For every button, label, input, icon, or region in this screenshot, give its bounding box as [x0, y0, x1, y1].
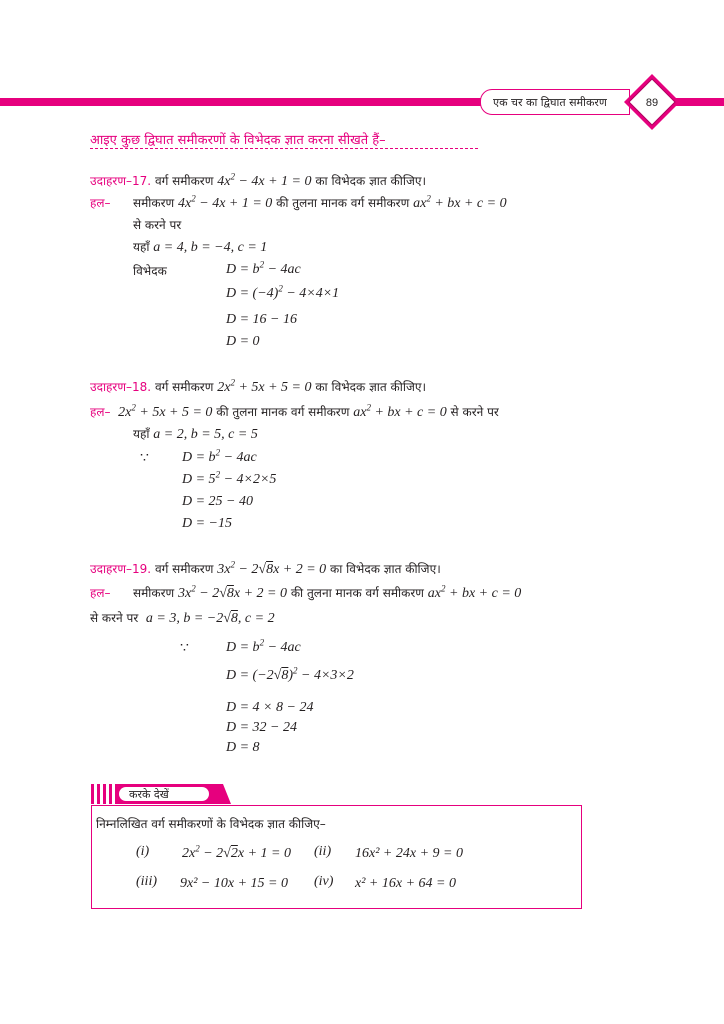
example-17-q-post: का विभेदक ज्ञात कीजिए।: [315, 174, 427, 188]
example-18-label: उदाहरण–18.: [90, 380, 152, 394]
try-it-instruction: निम्नलिखित वर्ग समीकरणों के विभेदक ज्ञात कीजिए–: [96, 817, 326, 831]
example-18-s1-mid: की तुलना मानक वर्ग समीकरण: [216, 405, 350, 419]
example-18-equation: $2x^2 + 5x + 5 = 0$: [217, 377, 312, 395]
example-17-discriminant-label: विभेदक: [133, 264, 167, 278]
example-18-coefficients: a = 2, b = 5, c = 5: [153, 427, 258, 442]
try-item-2-num: (ii): [314, 844, 332, 859]
try-item-1-num: (i): [136, 844, 150, 859]
example-17-s3-pre: यहाँ: [133, 240, 150, 254]
section-heading-underline: [90, 148, 478, 149]
example-18-step3: D = 25 − 40: [182, 494, 254, 509]
example-17-solution-label: हल–: [90, 196, 111, 210]
example-18-question: [90, 378, 426, 396]
section-heading: आइए कुछ द्विघात समीकरणों के विभेदक ज्ञात करना सीखते हैं–: [90, 133, 386, 148]
try-item-3-num: (iii): [136, 874, 157, 889]
example-18-solution-label: हल–: [90, 405, 111, 419]
standard-quadratic-form: $ax^2$ + bx + c = 0: [427, 583, 522, 601]
example-17-s1-mid: की तुलना मानक वर्ग समीकरण: [276, 196, 410, 210]
example-19-solution-label: हल–: [90, 586, 111, 600]
try-item-3-eq: 9x² − 10x + 15 = 0: [180, 876, 288, 891]
try-it-box: [91, 805, 582, 909]
try-item-4-eq: x² + 16x + 64 = 0: [355, 876, 456, 891]
example-19-solution-line1: [133, 584, 521, 602]
example-17-question: [90, 172, 426, 190]
example-19-step4: D = 32 − 24: [226, 720, 298, 735]
example-18-solution-line2: [133, 425, 258, 443]
example-17-coefficients: a = 4, b = −4, c = 1: [153, 240, 268, 255]
example-17-q-pre: वर्ग समीकरण: [154, 174, 214, 188]
try-item-4-num: (iv): [314, 874, 334, 889]
example-19-solution-line2: [90, 609, 275, 627]
example-19-q-post: का विभेदक ज्ञात कीजिए।: [330, 562, 441, 576]
example-18-q-post: का विभेदक ज्ञात कीजिए।: [315, 380, 427, 394]
example-19-s1-mid: की तुलना मानक वर्ग समीकरण: [290, 586, 424, 600]
example-19-s2-pre: से करने पर: [90, 611, 139, 625]
example-19-since-symbol: ∵: [180, 641, 189, 656]
try-it-tab: [91, 782, 231, 806]
chapter-title: एक चर का द्विघात समीकरण: [493, 96, 607, 109]
example-18-q-pre: वर्ग समीकरण: [154, 380, 214, 394]
example-19-equation: $3x^2 - 2√8x + 2 = 0$: [217, 559, 327, 577]
try-item-1-eq: $2x^2 - 2√2x + 1 = 0$: [182, 843, 291, 861]
standard-quadratic-form: $ax^2$ + bx + c = 0: [413, 193, 507, 211]
example-18-step4: D = −15: [182, 516, 233, 531]
example-18-s1-eq: $2x^2 + 5x + 5 = 0$: [118, 402, 213, 420]
example-19-step3: D = 4 × 8 − 24: [226, 700, 314, 715]
example-19-coefficients: a = 3, b = −2√8, c = 2: [145, 611, 275, 626]
example-17-label: उदाहरण–17.: [90, 174, 152, 188]
example-17-solution-line2: से करने पर: [133, 218, 182, 232]
standard-quadratic-form: $ax^2$ + bx + c = 0: [353, 402, 447, 420]
page-number-diamond: [622, 72, 682, 132]
chapter-title-tab: [480, 89, 630, 115]
example-17-equation: $4x^2 - 4x + 1 = 0$: [217, 171, 312, 189]
example-19-step1: $D = b^2 - 4ac$: [226, 637, 301, 655]
example-19-question: [90, 560, 441, 578]
example-17-step2: $D = (-4)^2 - 4\times 4\times 1$: [226, 283, 340, 301]
try-item-2-eq: 16x² + 24x + 9 = 0: [355, 846, 463, 861]
example-18-solution-line1: [90, 403, 499, 421]
example-17-solution-line3: [133, 238, 267, 256]
example-19-s1-eq: $3x^2 - 2√8x + 2 = 0$: [178, 583, 287, 601]
example-18-s2-pre: यहाँ: [133, 427, 150, 441]
example-18-s1-post: से करने पर: [450, 405, 499, 419]
try-it-tab-label: करके देखें: [129, 788, 169, 801]
example-19-s1-pre: समीकरण: [133, 586, 175, 600]
example-18-step1: $D = b^2 - 4ac$: [182, 447, 257, 465]
example-17-step4: D = 0: [226, 334, 260, 349]
example-17-step3: D = 16 − 16: [226, 312, 298, 327]
example-19-q-pre: वर्ग समीकरण: [154, 562, 214, 576]
example-17-s1-pre: समीकरण: [133, 196, 175, 210]
example-17-solution-line1: [133, 194, 507, 212]
example-18-step2: $D = 5^2 - 4\times 2\times 5$: [182, 469, 277, 487]
example-19-step2: $D = (-2√8)^2 - 4\times 3\times 2$: [226, 665, 354, 683]
example-17-step1: $D = b^2 - 4ac$: [226, 259, 301, 277]
example-19-label: उदाहरण–19.: [90, 562, 152, 576]
example-17-s1-eq: $4x^2 - 4x + 1 = 0$: [178, 193, 273, 211]
page-number: 89: [645, 97, 659, 109]
example-18-since-symbol: ∵: [140, 451, 149, 466]
example-19-step5: D = 8: [226, 740, 260, 755]
